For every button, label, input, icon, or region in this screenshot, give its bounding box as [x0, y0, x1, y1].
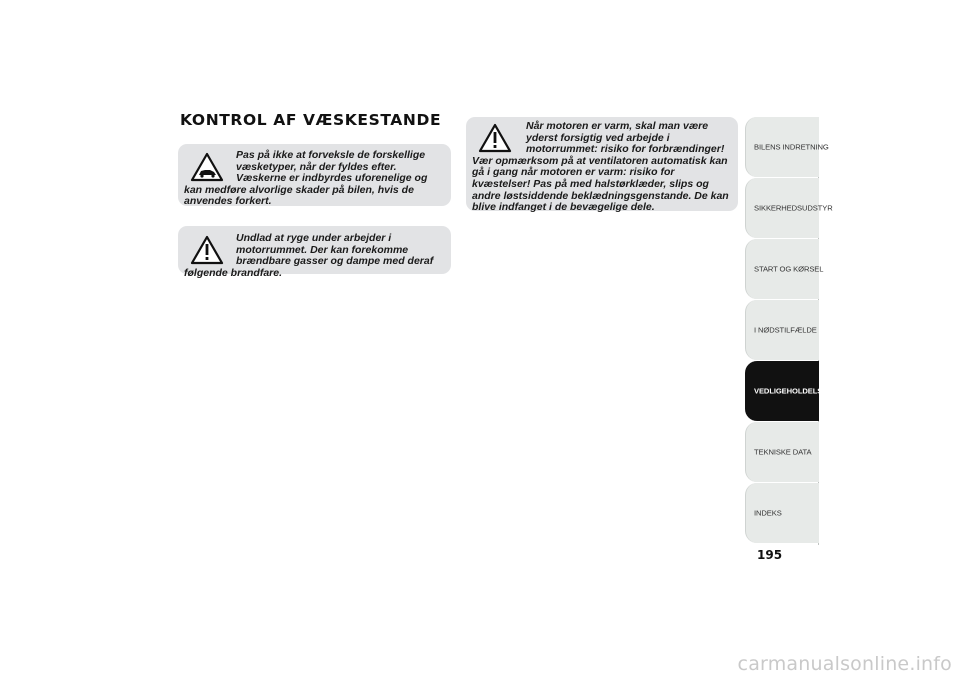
tab-label: SIKKERHEDSUDSTYR [754, 203, 833, 213]
tab-bilens-indretning[interactable] [745, 117, 829, 177]
warning-text: Når motoren er varm, skal man være yderst forsigtig ved arbejde i motorrummet: risiko for forbrændinger! Vær opmærksom på at ventilatoren automatisk kan gå i gang når motoren er varm: risiko for kvæstelser! Pas på med halstørklæder, slips og andre løstsiddende beklædningsgenstande. De kan blive indfanget i de bevægelige dele. [472, 120, 729, 214]
tab-label: INDEKS [754, 508, 782, 518]
warning-triangle-icon [478, 123, 512, 153]
tab-vedligeholdelse[interactable] [745, 361, 828, 421]
tab-indeks[interactable] [745, 483, 819, 543]
tab-start-og-korsel[interactable] [745, 239, 824, 299]
warning-text: Undlad at ryge under arbejder i motorrummet. Der kan forekomme brændbare gasser og dampe med deraf følgende brandfare. [184, 232, 434, 279]
warning-text: Pas på ikke at forveksle de forskellige væsketyper, når der fyldes efter. Væskerne er indbyrdes uforenelige og kan medføre alvorlige skader på bilen, hvis de anvendes forkert. [184, 149, 428, 208]
warning-box-smoking [178, 226, 451, 279]
tab-label: TEKNISKE DATA [754, 447, 812, 457]
warning-box-hot-engine [466, 117, 738, 214]
tab-sikkerhedsudstyr[interactable] [745, 178, 833, 238]
watermark: carmanualsonline.info [737, 653, 952, 675]
chapter-tabs [745, 117, 833, 544]
tab-label: VEDLIGEHOLDELSE [754, 386, 828, 396]
tab-i-nodstilfaelde[interactable] [745, 300, 819, 360]
warning-box-fluids [178, 144, 451, 206]
tab-label: START OG KØRSEL [754, 264, 824, 274]
tab-label: I NØDSTILFÆLDE [754, 325, 817, 335]
page-number: 195 [757, 548, 783, 562]
section-title: KONTROL AF VÆSKESTANDE [180, 111, 442, 129]
warning-triangle-icon [190, 235, 224, 265]
tab-label: BILENS INDRETNING [754, 142, 829, 152]
car-fluid-warning-icon [190, 152, 224, 182]
tab-tekniske-data[interactable] [745, 422, 819, 482]
